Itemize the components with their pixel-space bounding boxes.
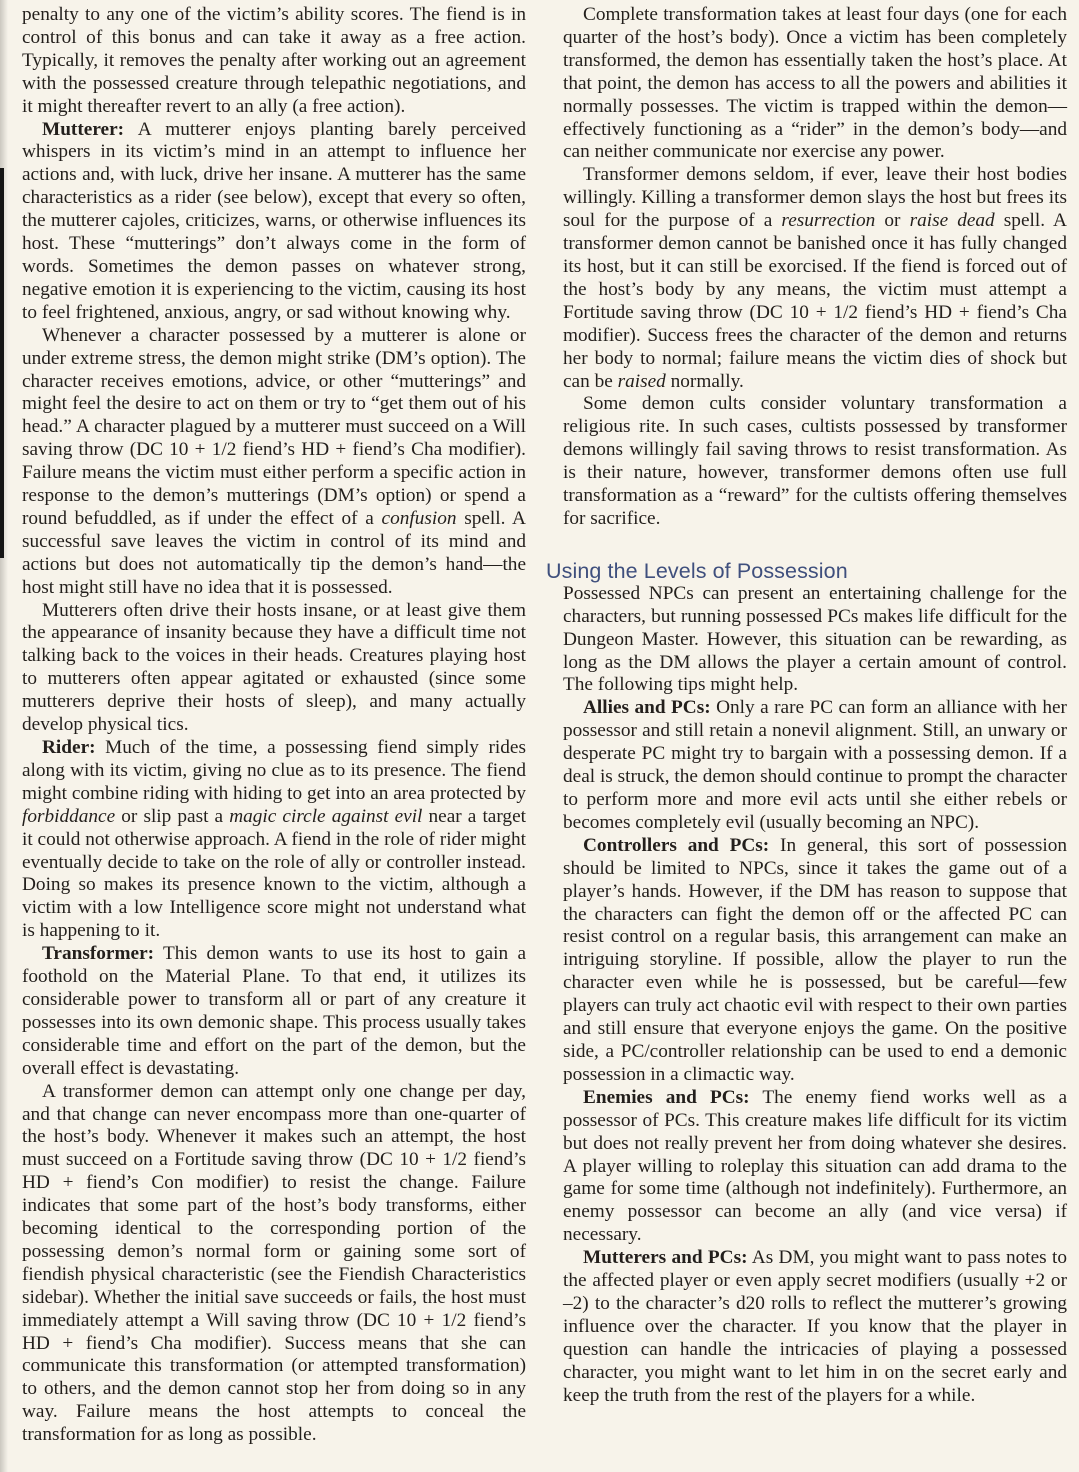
resurrection-spell-term: resurrection — [781, 210, 876, 232]
enemies-and-pcs-paragraph — [563, 1087, 1067, 1247]
mutterer-save-paragraph — [22, 325, 526, 600]
demon-cults-text: Some demon cults consider voluntary transformation a religious rite. In such cases, cultists possessed by transformer demons willingly fail saving throws to resist transformation. As is their nature, however, transformer demons often use full transformation as a “reward” for the cultists offering themselves for sacrifice. — [563, 393, 1067, 529]
allies-and-pcs-paragraph — [563, 697, 1067, 834]
mutterers-and-pcs-term: Mutterers and PCs: — [583, 1247, 748, 1269]
mutterer-save-text-b: spell. A successful save leaves the victim in control of its mind and actions but does not automatically tip the demon’s hand—the host might still have no idea that it is possessed. — [22, 507, 526, 598]
rider-text-a: Much of the time, a possessing fiend simply rides along with its victim, giving no clue as to its presence. The fiend might combine riding with hiding to get into an area protected by — [22, 737, 526, 804]
mutterer-paragraph — [22, 119, 526, 325]
mutterers-insanity-paragraph — [22, 600, 526, 737]
forbiddance-spell-term: forbiddance — [22, 805, 116, 827]
left-paragraph-1 — [22, 4, 526, 119]
transformer-host-text-a: Transformer demons seldom, if ever, leave their host bodies willingly. Killing a transformer demon slays the host but frees its soul for the purpose of a — [563, 164, 1067, 232]
possession-intro-text: Possessed NPCs can present an entertaining challenge for the characters, but running possessed PCs makes life difficult for the Dungeon Master. However, this situation can be rewarding, as long as the DM allows the player a certain amount of control. The following tips might help. — [563, 582, 1067, 696]
confusion-spell-term: confusion — [381, 507, 457, 529]
mutterers-and-pcs-text: As DM, you might want to pass notes to the affected player or even apply secret modifiers (usually +2 or –2) to the character’s d20 rolls to reflect the mutterer’s growing influence over the character. If you know that the player in question can handle the intricacies of playing a possessed character, you might want to let him in on the secret early and keep the truth from the rest of the players for a while. — [563, 1247, 1067, 1406]
raise-dead-spell-term: raise dead — [909, 210, 995, 232]
allies-and-pcs-text: Only a rare PC can form an alliance with her possessor and still retain a nonevil alignment. Still, an unwary or desperate PC might try to bargain with a possessing demon. If a deal is struck, the demon should continue to prompt the character to perform more and more evil acts until she either rebels or becomes completely evil (usually becoming an NPC). — [563, 697, 1067, 833]
page-binding-edge — [0, 168, 4, 558]
transformer-host-or: or — [875, 210, 910, 232]
allies-and-pcs-term: Allies and PCs: — [583, 697, 711, 719]
complete-transformation-paragraph — [563, 4, 1067, 164]
raised-term: raised — [617, 370, 666, 392]
rider-paragraph — [22, 737, 526, 943]
enemies-and-pcs-term: Enemies and PCs: — [583, 1086, 750, 1108]
transformer-host-text-b: spell. A transformer demon cannot be banished once it has fully changed its host, but it can still be exorcised. If the fiend is forced out of the host’s body by any means, the victim must attempt a Fortitude saving throw (DC 10 + 1/2 fiend’s HD + fiend’s Cha modifier). Success frees the character of the demon and returns her body to normal; failure means the victim dies of shock but can be — [563, 210, 1067, 392]
complete-transformation-text: Complete transformation takes at least four days (one for each quarter of the host’s body). Once a victim has been completely transformed, the demon has essentially taken the host’s place. At that point, the demon has access to all the powers and abilities it normally possesses. The victim is trapped within the demon—effectively functioning as a “rider” in the demon’s body—and can neither communicate nor exercise any power. — [563, 4, 1067, 163]
left-paragraph-1-text: penalty to any one of the victim’s ability scores. The fiend is in control of this bonus and can take it away as a free action. Typically, it removes the penalty after working out an agreement with the possessed creature through telepathic negotiations, and it might thereafter revert to an ally (a free action). — [22, 4, 526, 117]
transformer-host-text-c: normally. — [665, 370, 744, 392]
rider-text-b: or slip past a — [115, 805, 230, 827]
rider-text-c: near a target it could not otherwise approach. A fiend in the role of rider might eventually decide to take on the role of ally or controller instead. Doing so makes its presence known to the victim, although a victim with a low Intelligence score might not understand what is happening to it. — [22, 805, 526, 942]
mutterer-save-text-a: Whenever a character possessed by a mutterer is alone or under extreme stress, the demon might strike (DM’s option). The character receives emotions, advice, or other “mutterings” and might feel the desire to act on them or try to “get them out of his head.” A character plagued by a mutterer must succeed on a Will saving throw (DC 10 + 1/2 fiend’s HD + fiend’s Cha modifier). Failure means the victim must either perform a specific action in response to the demon’s mutterings (DM’s option) or spend a round befuddled, as if under the effect of a — [22, 324, 526, 529]
mutterer-text: A mutterer enjoys planting barely perceived whispers in its victim’s mind in an attempt to influence her actions and, with luck, drive her insane. A mutterer has the same characteristics as a rider (see below), except that every so often, the mutterer cajoles, criticizes, warns, or otherwise influences its host. These “mutterings” don’t always come in the form of words. Sometimes the demon passes on whatever strong, negative emotion it is experiencing to the victim, causing its host to feel frightened, anxious, angry, or sad without knowing why. — [22, 118, 526, 323]
mutterers-insanity-text: Mutterers often drive their hosts insane, or at least give them the appearance of insanity because they have a difficult time not talking back to the voices in their heads. Creatures playing host to mutterers often appear agitated or exhausted (since some mutterers deprive their hosts of sleep), and many actually develop physical tics. — [22, 599, 526, 736]
demon-cults-paragraph — [563, 393, 1067, 530]
magic-circle-spell-term: magic circle against evil — [229, 805, 423, 827]
rider-term: Rider: — [42, 737, 96, 758]
transformer-host-paragraph — [563, 164, 1067, 393]
controllers-and-pcs-term: Controllers and PCs: — [583, 834, 770, 856]
possession-intro-paragraph — [563, 583, 1067, 698]
section-heading: Using the Levels of Possession — [546, 558, 848, 583]
enemies-and-pcs-text: The enemy fiend works well as a possessor of PCs. This creature makes life difficult for its victim but does not really prevent her from doing whatever she desires. A player willing to roleplay this situation can add drama to the game for some time (although not indefinitely). Furthermore, an enemy possessor can become an ally (and vice versa) if necessary. — [563, 1086, 1067, 1246]
controllers-and-pcs-text: In general, this sort of possession should be limited to NPCs, since it takes the game out of a player’s hands. However, if the DM has reason to suppose that the characters can fight the demon off or the affected PC can resist control on a regular basis, this arrangement can make an intriguing storyline. If possible, allow the player to run the character even while he is possessed, but be careful—few players can truly act chaotic evil with respect to their own parties and still ensure that everyone enjoys the game. On the positive side, a PC/controller relationship can be used to end a demonic possession in a climactic way. — [563, 834, 1067, 1085]
transformer-paragraph — [22, 943, 526, 1080]
mutterer-term: Mutterer: — [42, 118, 125, 140]
controllers-and-pcs-paragraph — [563, 835, 1067, 1087]
transformer-term: Transformer: — [42, 943, 155, 965]
transformer-change-paragraph — [22, 1081, 526, 1448]
transformer-change-text: A transformer demon can attempt only one change per day, and that change can never encompass more than one-quarter of the host’s body. Whenever it makes such an attempt, the host must succeed on a Fortitude saving throw (DC 10 + 1/2 fiend’s HD + fiend’s Con modifier) to resist the change. Failure indicates that some part of the host’s body transforms, either becoming identical to the corresponding portion of the possessing demon’s normal form or gaining some sort of fiendish physical characteristic (see the Fiendish Characteristics sidebar). Whether the initial save succeeds or fails, the host must immediately attempt a Will saving throw (DC 10 + 1/2 fiend’s HD + fiend’s Cha modifier). Success means that she can communicate this transformation (or attempted transformation) to others, and the demon cannot stop her from doing so in any way. Failure means the host attempts to conceal the transformation for as long as possible. — [22, 1080, 526, 1446]
mutterers-and-pcs-paragraph — [563, 1247, 1067, 1407]
transformer-text: This demon wants to use its host to gain a foothold on the Material Plane. To that end, it utilizes its considerable power to transform all or part of any creature it possesses into its own demonic shape. This process usually takes considerable time and effort on the part of the demon, but the overall effect is devastating. — [22, 943, 526, 1079]
right-column — [546, 4, 1067, 1407]
left-column — [22, 4, 526, 1447]
